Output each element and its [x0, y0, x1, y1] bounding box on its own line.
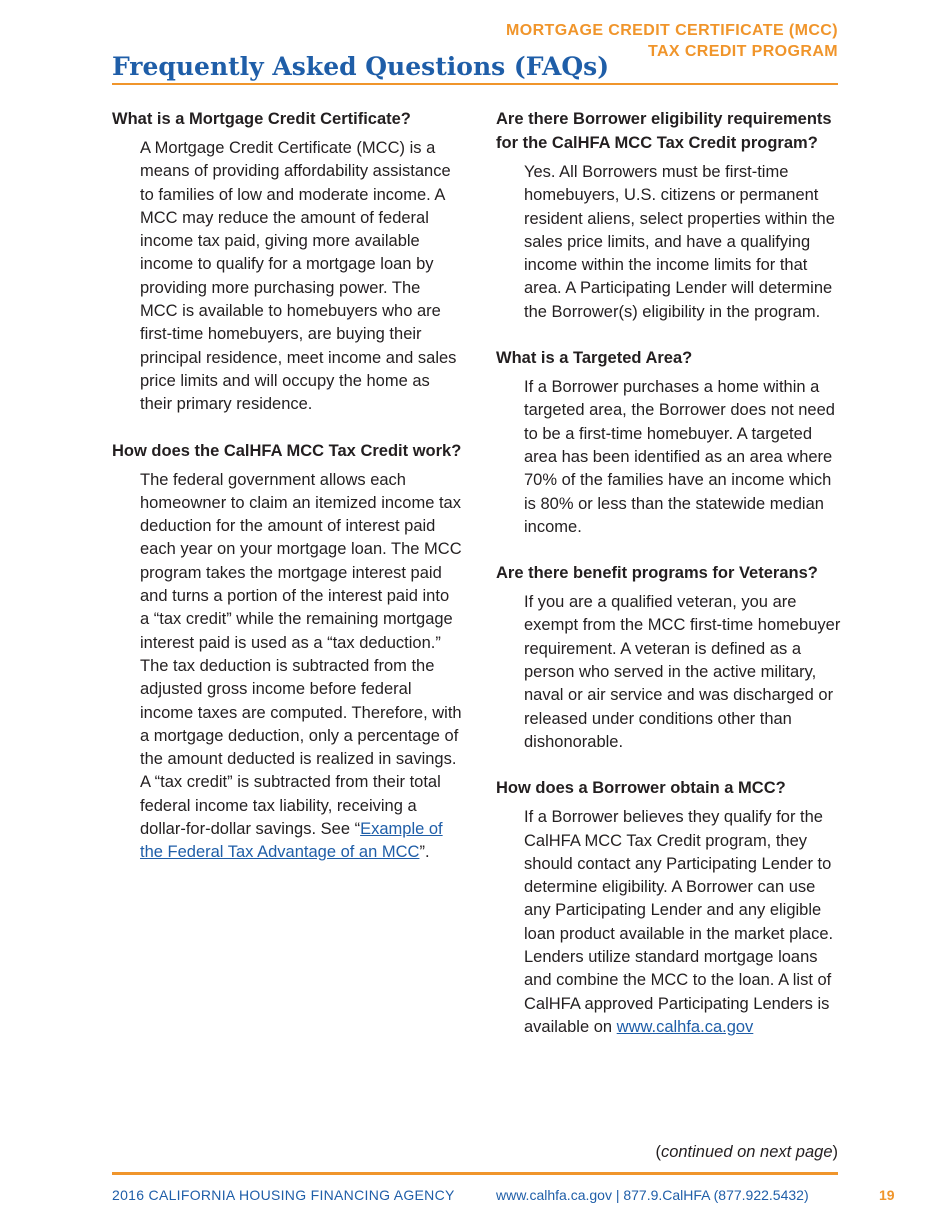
- faq-item: [496, 561, 841, 754]
- faq-answer: If you are a qualified veteran, you are exempt from the MCC first-time homebuyer requirement. A veteran is defined as a person who served in the active military, naval or air service and was discharged or released under conditions other than dishonorable.: [524, 593, 841, 751]
- faq-item: [496, 346, 841, 539]
- continued-close: ): [832, 1143, 838, 1161]
- calhfa-website-link[interactable]: www.calhfa.ca.gov: [616, 1017, 754, 1036]
- faq-question: Are there Borrower eligibility requirements for the CalHFA MCC Tax Credit program?: [496, 110, 832, 152]
- footer-contact: www.calhfa.ca.gov | 877.9.CalHFA (877.922.5432): [496, 1187, 809, 1203]
- page-title: Frequently Asked Questions (FAQs): [112, 52, 610, 81]
- faq-question: Are there benefit programs for Veterans?: [496, 564, 818, 583]
- tax-advantage-example-link[interactable]: Example of the Federal Tax Advantage of an MCC: [140, 820, 443, 862]
- faq-answer: A Mortgage Credit Certificate (MCC) is a means of providing affordability assistance to families of low and moderate income. A MCC may reduce the amount of federal income tax paid, giving more available income to qualify for a mortgage loan by providing more purchasing power. The MCC is available to homebuyers who are first-time homebuyers, are buying their principal residence, meet income and sales price limits and will occupy the home as their primary residence.: [140, 139, 457, 414]
- faq-item: [496, 107, 841, 324]
- footer-divider: [112, 1172, 838, 1175]
- continued-open: (: [655, 1143, 661, 1161]
- faq-question: How does the CalHFA MCC Tax Credit work?: [112, 441, 462, 460]
- program-header-line1: MORTGAGE CREDIT CERTIFICATE (MCC): [506, 22, 838, 39]
- page-number: 19: [879, 1187, 895, 1203]
- continued-note: [655, 1141, 838, 1163]
- faq-answer: If a Borrower purchases a home within a targeted area, the Borrower does not need to be a first-time homebuyer. A targeted area has been identified as an area where 70% of the families have an income which is 80% or less than the statewide median income.: [524, 378, 835, 536]
- faq-answer: [140, 469, 462, 865]
- continued-text: continued on next page: [660, 1143, 833, 1161]
- faq-answer-text: If a Borrower believes they qualify for the CalHFA MCC Tax Credit program, they should contact any Participating Lender to determine eligibility. A Borrower can use any Participating Lender and any eligible loan product available in the market place. Lenders utilize standard mortgage loans and combine the MCC to the loan. A list of CalHFA approved Participating Lenders is available on: [524, 808, 834, 1036]
- faq-answer-end: ”.: [419, 843, 430, 862]
- program-header-line2: TAX CREDIT PROGRAM: [647, 43, 838, 60]
- footer-agency: 2016 CALIFORNIA HOUSING FINANCING AGENCY: [112, 1187, 455, 1203]
- right-column: [496, 107, 841, 1061]
- faq-answer: [524, 806, 841, 1039]
- faq-question: How does a Borrower obtain a MCC?: [496, 779, 786, 798]
- faq-item: [112, 107, 462, 417]
- faq-question: What is a Targeted Area?: [496, 349, 693, 368]
- faq-question: What is a Mortgage Credit Certificate?: [112, 110, 411, 128]
- faq-answer: Yes. All Borrowers must be first-time homebuyers, U.S. citizens or permanent resident aliens, select properties within the sales price limits, and have a qualifying income within the income limits for that area. A Participating Lender will determine the Borrower(s) eligibility in the program.: [524, 163, 835, 321]
- left-column: [112, 107, 462, 887]
- faq-item: [496, 776, 841, 1039]
- faq-item: [112, 439, 462, 865]
- faq-answer-text: The federal government allows each homeowner to claim an itemized income tax deduction for the amount of interest paid each year on your mortgage loan. The MCC program takes the mortgage interest paid and turns a portion of the interest paid into a “tax credit” while the remaining mortgage interest paid is used as a “tax deduction.” The tax deduction is subtracted from the adjusted gross income before federal income taxes are computed. Therefore, with a mortgage deduction, only a percentage of the amount deducted is realized in savings. A “tax credit” is subtracted from their total federal income tax liability, receiving a dollar-for-dollar savings. See “: [140, 470, 462, 839]
- header-divider: [112, 83, 838, 85]
